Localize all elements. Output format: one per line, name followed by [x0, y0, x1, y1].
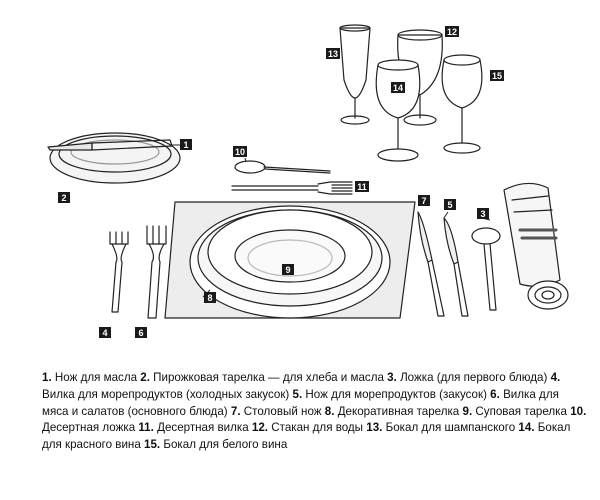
legend-num-12: 12.: [251, 421, 269, 435]
tag-7-label: 7: [421, 196, 427, 206]
legend-text-3: Ложка (для первого блюда): [400, 371, 548, 384]
legend-text-5: Нож для морепродуктов (закусок): [305, 387, 487, 401]
legend: [42, 370, 587, 454]
table-knife: [418, 212, 444, 316]
tag-14-label: 14: [392, 83, 404, 93]
dessert-fork: [232, 182, 352, 194]
tag-7: [418, 195, 430, 206]
legend-num-3: 3.: [387, 371, 397, 384]
legend-item-3: [387, 371, 547, 384]
legend-text-15: Бокал для белого вина: [163, 438, 288, 452]
legend-num-11: 11.: [138, 421, 154, 435]
legend-num-14: 14.: [518, 421, 535, 435]
tag-9-label: 9: [285, 265, 291, 275]
tag-4-label: 4: [102, 328, 108, 338]
legend-num-2: 2.: [140, 371, 150, 384]
champagne-flute: [340, 25, 370, 124]
tag-6: [135, 327, 147, 338]
tag-13: [326, 48, 340, 59]
legend-num-8: 8.: [324, 404, 335, 418]
legend-item-12: [252, 421, 363, 434]
tag-10-label: 10: [234, 147, 246, 157]
tag-15-label: 15: [491, 71, 503, 81]
tag-9: [282, 264, 294, 275]
legend-num-9: 9.: [462, 404, 473, 418]
legend-num-7: 7.: [230, 404, 241, 418]
tag-5-label: 5: [447, 200, 453, 210]
legend-item-11: [138, 421, 248, 434]
legend-item-8: [325, 405, 459, 418]
tag-15: [490, 70, 504, 81]
legend-item-7: [231, 405, 322, 418]
legend-item-2: [140, 371, 384, 384]
tag-10: [233, 146, 247, 162]
legend-num-1: 1.: [42, 371, 52, 384]
legend-num-4: 4.: [550, 371, 561, 384]
tag-12-label: 12: [446, 27, 458, 37]
legend-num-6: 6.: [490, 387, 500, 401]
legend-item-5: [293, 388, 487, 401]
legend-text-14: Бокал для красного вина: [42, 421, 571, 452]
legend-num-5: 5.: [292, 387, 303, 401]
red-wine-glass: [376, 60, 420, 161]
legend-text-8: Декоративная тарелка: [337, 404, 460, 418]
tag-11: [355, 181, 369, 192]
legend-text-12: Стакан для воды: [271, 421, 364, 435]
legend-text-4: Вилка для морепродуктов (холодных закусок): [42, 387, 290, 401]
dessert-spoon: [235, 161, 330, 173]
legend-text-11: Десертная вилка: [157, 421, 249, 435]
legend-text-7: Столовый нож: [243, 404, 322, 418]
soup-plate: [208, 210, 372, 294]
legend-item-9: [463, 405, 567, 418]
legend-text-6: Вилка для мяса и салатов (основного блюда): [42, 387, 559, 418]
legend-num-13: 13.: [366, 421, 383, 435]
seafood-fork: [110, 232, 128, 312]
tag-14: [391, 82, 405, 93]
tag-2: [58, 192, 70, 203]
napkin: [504, 183, 568, 309]
seafood-knife: [444, 218, 468, 316]
legend-item-15: [144, 438, 287, 451]
tag-5: [444, 199, 456, 218]
tag-8-label: 8: [207, 293, 213, 303]
legend-num-15: 15.: [144, 438, 161, 452]
tag-12: [445, 26, 459, 37]
main-fork: [147, 226, 166, 318]
tag-11-label: 11: [357, 182, 367, 192]
legend-item-13: [366, 421, 515, 434]
legend-text-9: Суповая тарелка: [475, 404, 567, 418]
tag-6-label: 6: [138, 328, 144, 338]
tag-13-label: 13: [327, 49, 339, 59]
legend-text-2: Пирожковая тарелка — для хлеба и масла: [153, 371, 384, 384]
tag-4: [99, 327, 111, 338]
tag-3: [477, 208, 490, 220]
tag-1-label: 1: [183, 140, 189, 150]
tag-2-label: 2: [61, 193, 67, 203]
legend-item-1: [42, 371, 137, 384]
soup-spoon: [472, 228, 500, 310]
tag-3-label: 3: [480, 209, 486, 219]
legend-text-13: Бокал для шампанского: [385, 421, 516, 435]
legend-text-10: Десертная ложка: [42, 421, 136, 435]
white-wine-glass: [442, 55, 482, 153]
legend-num-10: 10.: [570, 404, 587, 418]
legend-text-1: Нож для масла: [54, 371, 138, 384]
